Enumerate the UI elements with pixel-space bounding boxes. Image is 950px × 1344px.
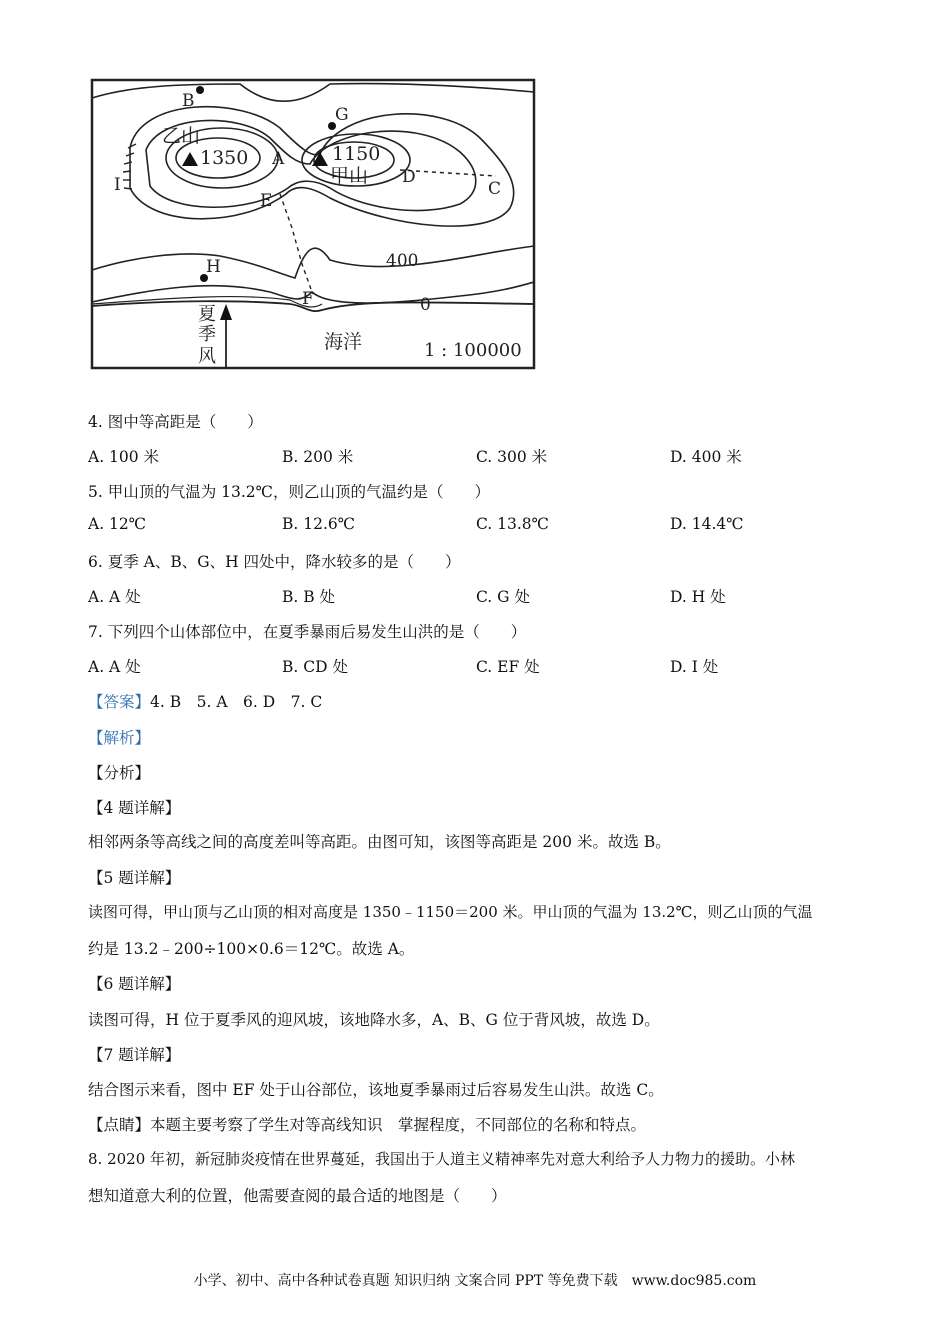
label-a: A [272,149,285,169]
q6-detail-text: 读图可得，H 位于夏季风的迎风坡，该地降水多，A、B、G 位于背风坡，故选 D。 [88,1011,660,1029]
label-ocean: 海洋 [324,331,363,353]
label-contour-400: 400 [386,251,419,271]
question-4-stem: 4. 图中等高距是（ ） [88,413,263,431]
label-elev-jia: 1150 [332,143,381,165]
q4-detail-text: 相邻两条等高线之间的高度差叫等高距。由图可知，该图等高距是 200 米。故选 B。 [88,833,671,851]
dianjing-tag: 【点睛】 [88,1116,151,1134]
contour-map [90,78,538,372]
page-footer: 小学、初中、高中各种试卷真题 知识归纳 文案合同 PPT 等免费下载 www.doc985.com [193,1273,757,1289]
q5-option-c: C. 13.8℃ [476,515,550,533]
map-frame [92,80,534,368]
label-wind-3: 风 [198,346,216,367]
q6-option-a: A. A 处 [88,588,141,606]
question-8-line-1: 8. 2020 年初，新冠肺炎疫情在世界蔓延，我国出于人道主义精神率先对意大利给予人力物力的援助。小林 [88,1150,796,1168]
label-wind-2: 季 [198,324,216,345]
q4-detail-heading: 【4 题详解】 [88,799,181,817]
dianjing-line [88,1113,646,1135]
question-7-stem: 7. 下列四个山体部位中，在夏季暴雨后易发生山洪的是（ ） [88,623,527,641]
q7-option-c: C. EF 处 [476,658,540,676]
q4-option-c: C. 300 米 [476,448,548,466]
q7-detail-text: 结合图示来看，图中 EF 处于山谷部位，该地夏季暴雨过后容易发生山洪。故选 C。 [88,1081,664,1099]
q7-option-d: D. I 处 [670,658,719,676]
label-i: I [114,175,121,195]
answer-text: 4. B 5. A 6. D 7. C [150,693,323,711]
label-g: G [335,105,349,125]
q5-option-a: A. 12℃ [88,515,147,533]
answer-line [88,690,322,712]
q6-detail-heading: 【6 题详解】 [88,975,181,993]
label-scale: 1 : 100000 [424,340,522,361]
q5-detail-heading: 【5 题详解】 [88,869,181,887]
label-peak-jia: 甲山 [330,165,369,187]
label-h: H [206,257,221,277]
label-f: F [302,289,314,309]
q4-option-d: D. 400 米 [670,448,742,466]
point-b-dot [196,86,204,94]
label-elev-yi: 1350 [200,147,249,169]
label-c: C [488,179,502,199]
q7-detail-heading: 【7 题详解】 [88,1046,181,1064]
label-wind-1: 夏 [198,304,216,325]
question-6-stem: 6. 夏季 A、B、G、H 四处中，降水较多的是（ ） [88,553,461,571]
q5-detail-text-2: 约是 13.2﹣200÷100×0.6＝12℃。故选 A。 [88,940,415,958]
label-d: D [402,167,416,187]
question-5-stem: 5. 甲山顶的气温为 13.2℃，则乙山顶的气温约是（ ） [88,483,490,501]
analysis-tag: 【解析】 [88,729,151,747]
q7-option-b: B. CD 处 [282,658,348,676]
question-8-line-2: 想知道意大利的位置，他需要查阅的最合适的地图是（ ） [88,1187,507,1205]
q5-option-d: D. 14.4℃ [670,515,744,533]
answer-tag: 【答案】 [88,693,151,711]
label-contour-0: 0 [420,295,431,315]
q6-option-d: D. H 处 [670,588,726,606]
label-e: E [260,191,273,211]
label-peak-yi: 乙山 [162,125,201,147]
q6-option-b: B. B 处 [282,588,336,606]
q5-detail-text-1: 读图可得，甲山顶与乙山顶的相对高度是 1350﹣1150＝200 米。甲山顶的气温为 13.2℃，则乙山顶的气温 [88,903,813,921]
dianjing-text: 本题主要考察了学生对等高线知识 掌握程度，不同部位的名称和特点。 [150,1116,647,1134]
q4-option-b: B. 200 米 [282,448,354,466]
fenxi-heading: 【分析】 [88,764,151,782]
contour-map-svg [90,78,538,372]
q4-option-a: A. 100 米 [88,448,160,466]
q7-option-a: A. A 处 [88,658,141,676]
q6-option-c: C. G 处 [476,588,530,606]
q5-option-b: B. 12.6℃ [282,515,356,533]
label-b: B [182,91,195,111]
